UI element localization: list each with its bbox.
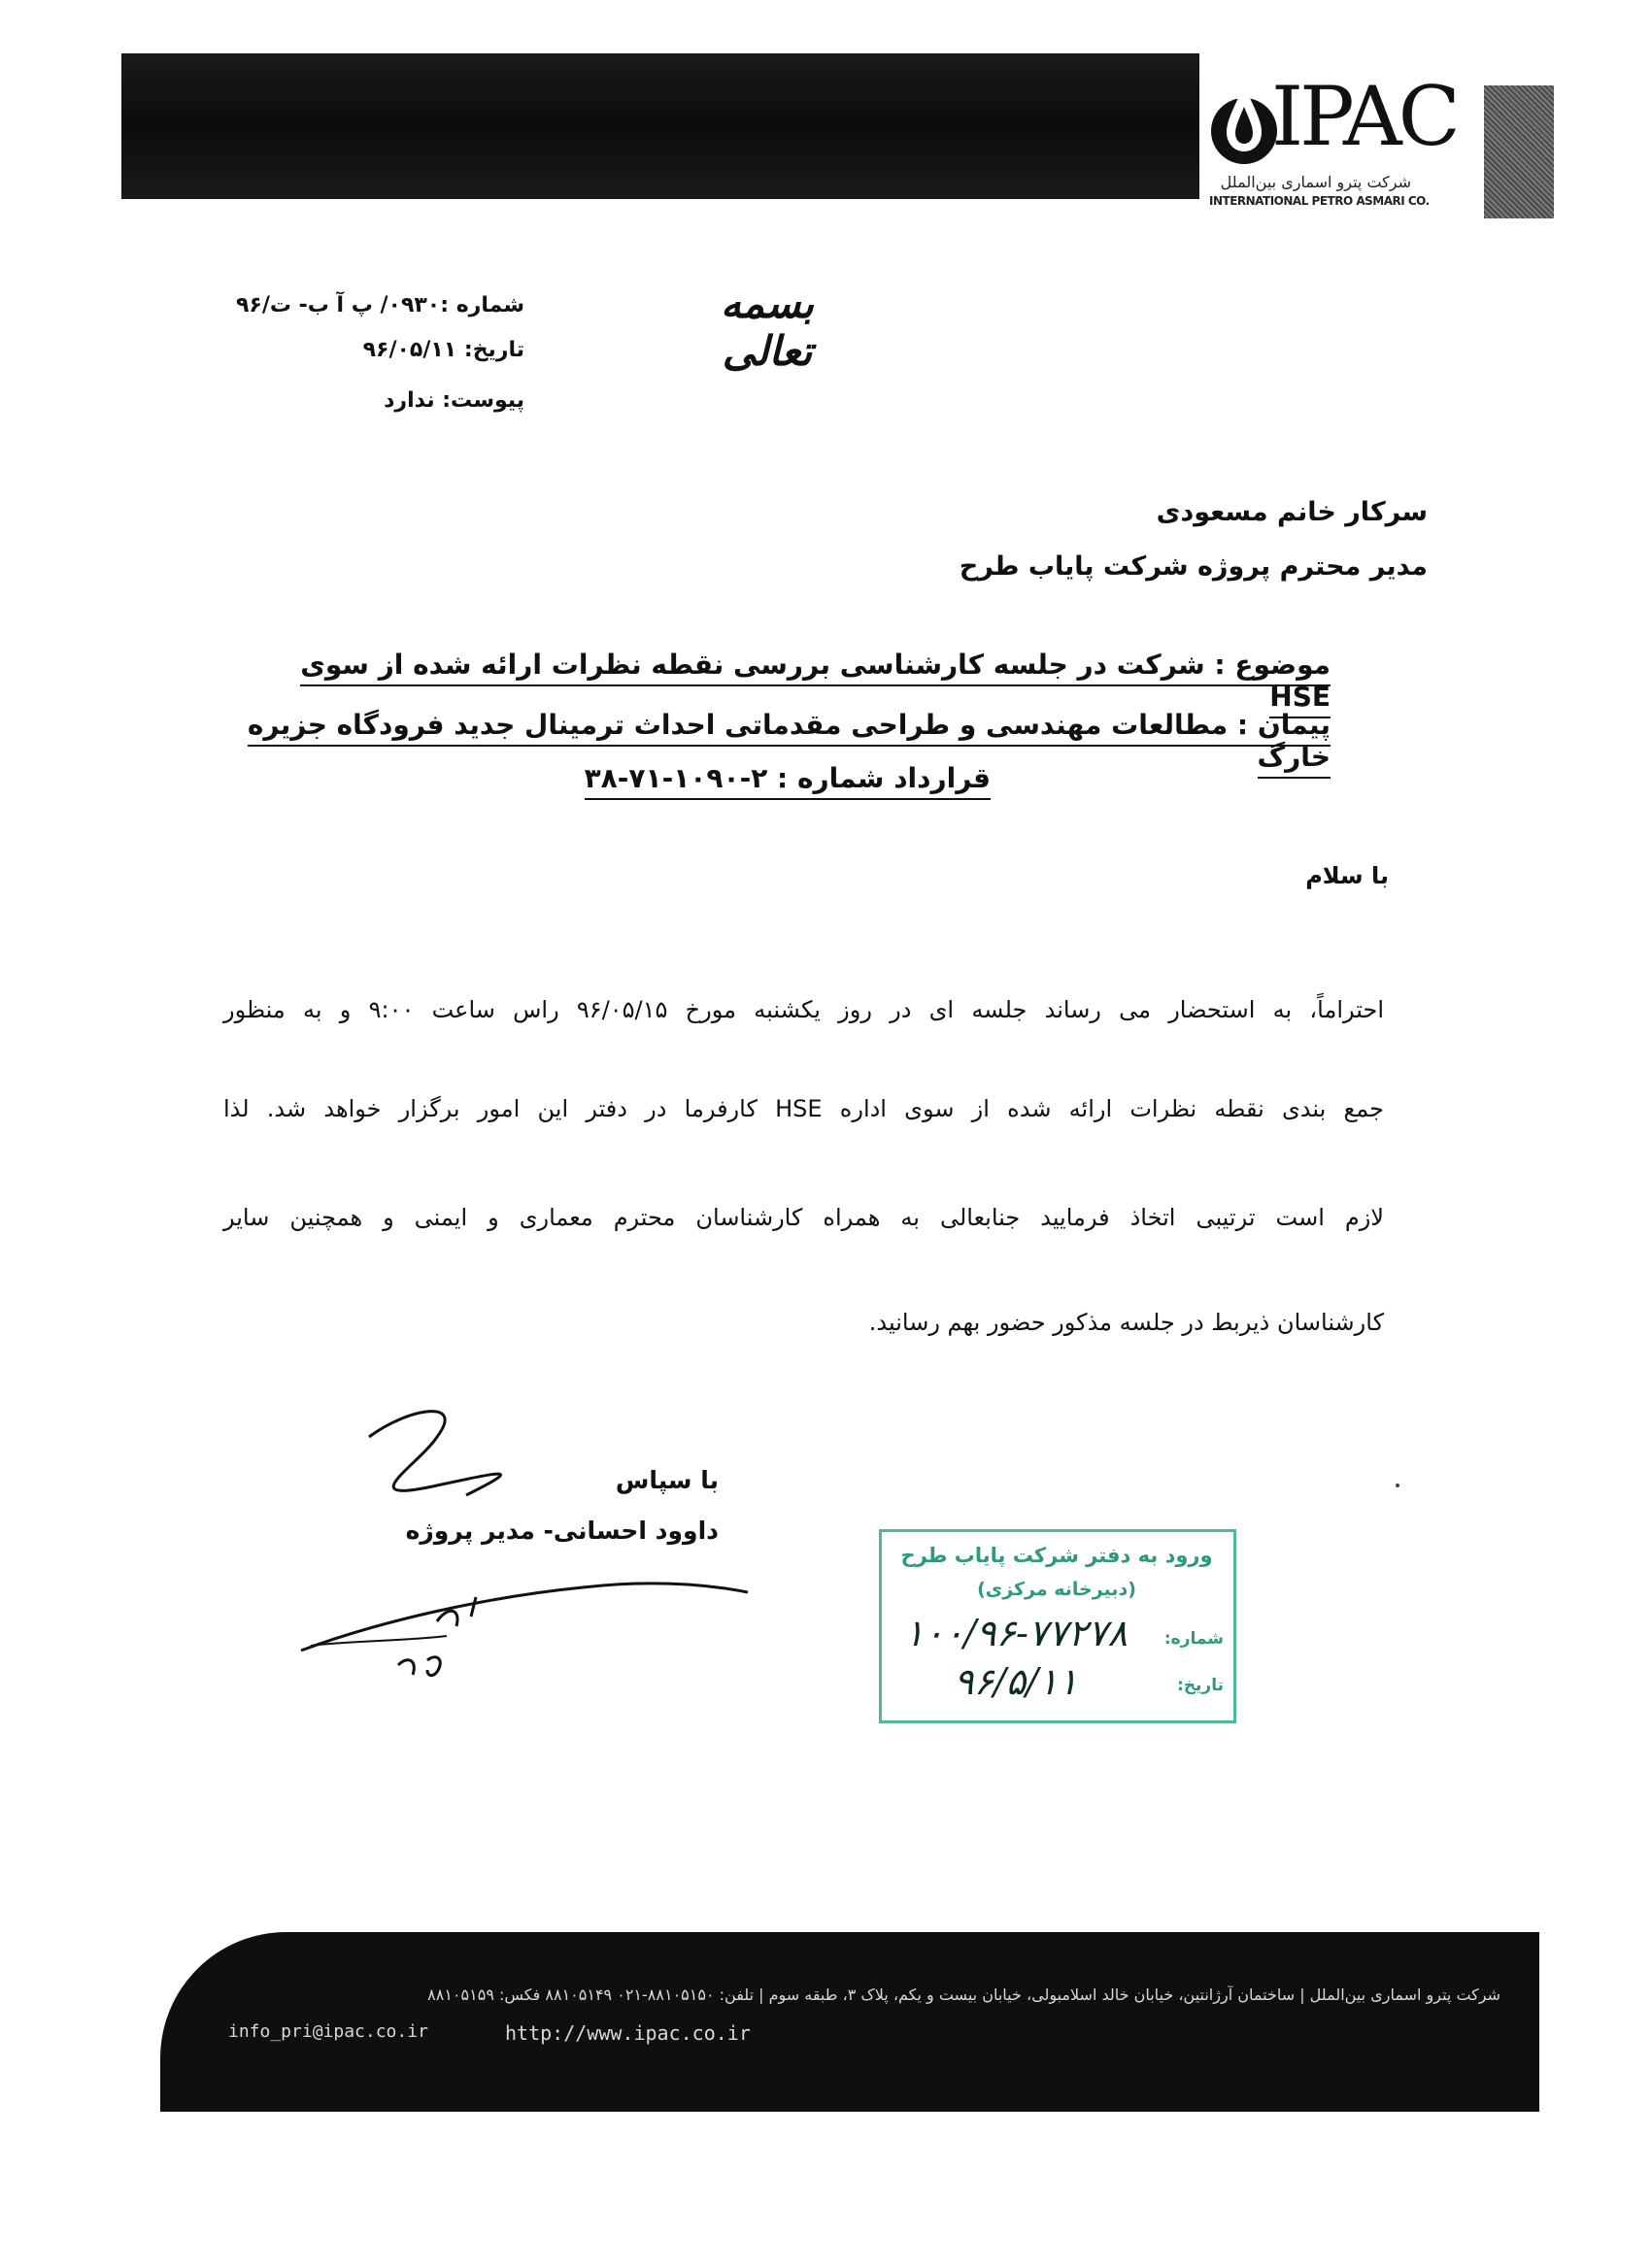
footer-email: info_pri@ipac.co.ir (228, 2021, 428, 2042)
signer-name: داوود احسانی- مدیر پروژه (405, 1517, 719, 1545)
company-name-fa: شرکت پترو اسماری بین‌الملل (1220, 173, 1411, 191)
stamp-title: ورود به دفتر شرکت پایاب طرح (900, 1544, 1213, 1567)
body-line: جمع بندی نقطه نظرات ارائه شده از سوی اداره HSE کارفرما در دفتر این امور برگزار خواهد شد. لذا (223, 1095, 1385, 1122)
closing-text: با سپاس (615, 1466, 719, 1494)
stamp-number-label: شماره: (1163, 1629, 1224, 1649)
stamp-subtitle: (دبیرخانه مرکزی) (977, 1579, 1136, 1600)
letter-number: شماره :۰۹۳۰/ پ آ ب- ت/۹۶ (235, 293, 524, 317)
stamp-date-value: ۹۶/۵/۱۱ (954, 1660, 1078, 1703)
greeting: با سلام (1305, 862, 1389, 889)
drop-icon (1209, 78, 1277, 175)
bismillah-heading: بسمه تعالی (721, 280, 814, 375)
footer-address: شرکت پترو اسماری بین‌الملل | ساختمان آرژانتین، خیابان خالد اسلامبولی، خیابان بیست و یکم، پلاک ۳، طبقه سوم | تلفن: ۸۸۱۰۵۱۵۰-۰۲۱ ۸۸۱۰۵۱۴۹ فکس: ۸۸۱۰۵۱۵۹ (427, 1985, 1500, 2004)
letter-attachment: پیوست: ندارد (384, 388, 524, 413)
addressee-name: سرکار خانم مسعودی (1156, 497, 1428, 527)
receipt-stamp (879, 1529, 1236, 1723)
body-line: لازم است ترتیبی اتخاذ فرمایید جنابعالی به همراه کارشناسان محترم معماری و ایمنی و همچنین سایر (223, 1204, 1384, 1231)
stray-mark (1396, 1484, 1399, 1487)
subject-line (233, 649, 1331, 713)
header-edge-strip (1484, 85, 1554, 218)
logo-wordmark: IPAC (1271, 69, 1457, 164)
body-line: کارشناسان ذیربط در جلسه مذکور حضور بهم رسانید. (868, 1309, 1384, 1336)
stamp-number-value: ۱۰۰/۹۶-۷۷۲۷۸ (904, 1612, 1128, 1654)
stamp-date-label: تاریخ: (1177, 1676, 1224, 1695)
letter-date: تاریخ: ۹۶/۰۵/۱۱ (362, 338, 524, 362)
footer-website: http://www.ipac.co.ir (505, 2021, 751, 2045)
header-banner (121, 53, 1199, 199)
company-name-en: INTERNATIONAL PETRO ASMARI CO. (1209, 194, 1430, 208)
contract-number-text: قرارداد شماره : ۲-۱۰۹۰-۷۱-۳۸ (585, 762, 991, 800)
contract-number-line (544, 762, 991, 794)
handwritten-signature (291, 1398, 758, 1699)
contract-title-text: پیمان : مطالعات مهندسی و طراحی مقدماتی احداث ترمینال جدید فرودگاه جزیره خارگ (248, 709, 1331, 779)
addressee-title: مدیر محترم پروژه شرکت پایاب طرح (959, 551, 1428, 582)
company-logo (1209, 68, 1457, 214)
subject-text: موضوع : شرکت در جلسه کارشناسی بررسی نقطه نظرات ارائه شده از سوی HSE (300, 649, 1331, 718)
body-line: احتراماً، به استحضار می رساند جلسه ای در روز یکشنبه مورخ ۹۶/۰۵/۱۵ راس ساعت ۹:۰۰ و به منظور (223, 996, 1385, 1023)
